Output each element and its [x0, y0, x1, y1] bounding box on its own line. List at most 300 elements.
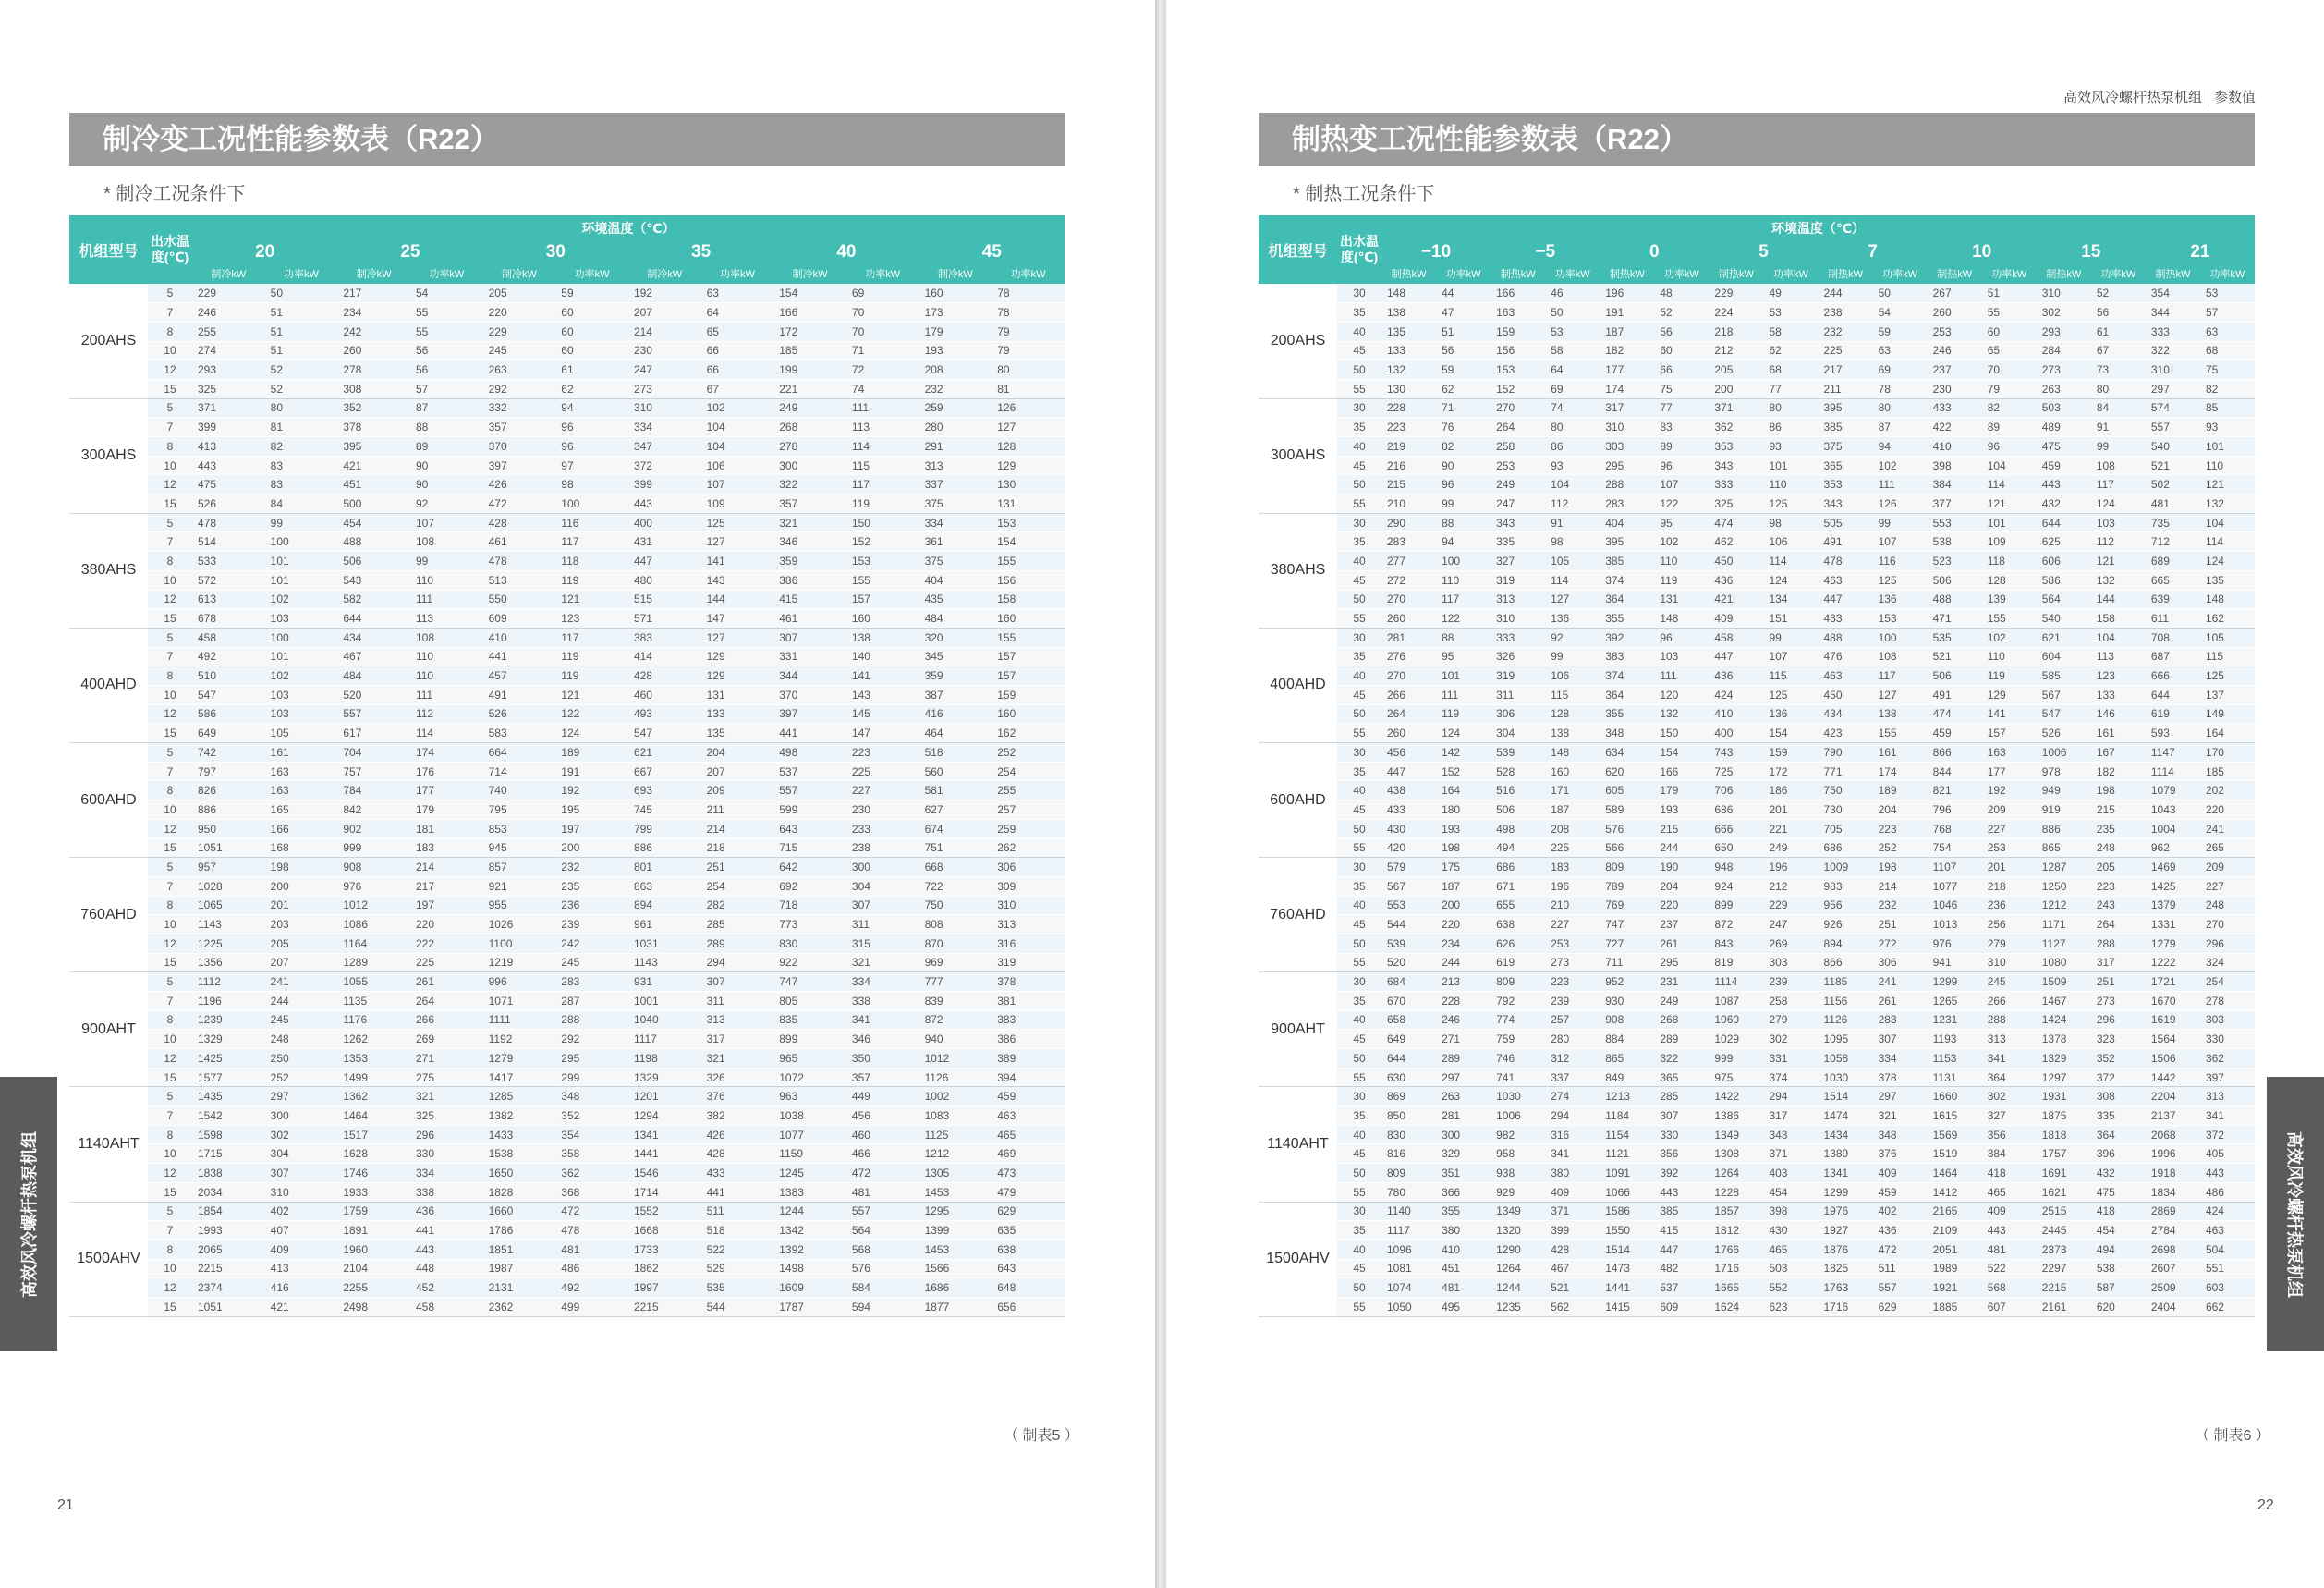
value-cell: 1046 — [1928, 896, 1982, 915]
value-cell: 1265 — [1928, 991, 1982, 1010]
value-cell: 1464 — [337, 1106, 410, 1126]
value-cell: 472 — [555, 1202, 628, 1221]
value-cell: 374 — [1600, 570, 1654, 590]
value-cell: 335 — [2091, 1106, 2146, 1126]
value-cell: 1009 — [1819, 858, 1873, 877]
sub-header-power: 功率kW — [1436, 263, 1491, 284]
value-cell: 463 — [1819, 570, 1873, 590]
value-cell: 443 — [410, 1240, 483, 1259]
value-cell: 1212 — [2037, 896, 2091, 915]
value-cell: 1308 — [1709, 1144, 1763, 1164]
table-row — [69, 743, 1065, 763]
value-cell: 899 — [773, 1030, 846, 1049]
value-cell: 495 — [1436, 1297, 1491, 1316]
value-cell: 996 — [483, 972, 556, 992]
value-cell: 435 — [919, 590, 992, 609]
value-cell: 478 — [192, 513, 265, 532]
value-cell: 256 — [1982, 915, 2037, 934]
value-cell: 644 — [1381, 1049, 1436, 1069]
water-temp-cell: 7 — [148, 647, 192, 666]
value-cell: 276 — [1381, 647, 1436, 666]
value-cell: 311 — [701, 991, 774, 1010]
value-cell: 378 — [337, 418, 410, 437]
value-cell: 474 — [1709, 513, 1763, 532]
water-temp-cell: 8 — [148, 552, 192, 571]
value-cell: 317 — [1763, 1106, 1818, 1126]
water-temp-cell: 35 — [1337, 1221, 1381, 1240]
water-temp-cell: 50 — [1337, 590, 1381, 609]
value-cell: 865 — [2037, 838, 2091, 858]
temp-header: 10 — [1928, 241, 2037, 263]
value-cell: 107 — [701, 475, 774, 495]
value-cell: 310 — [628, 398, 701, 418]
value-cell: 133 — [701, 704, 774, 724]
value-cell: 2362 — [483, 1297, 556, 1316]
sub-header-output: 制冷kW — [919, 263, 992, 284]
value-cell: 166 — [1491, 284, 1545, 303]
value-cell: 921 — [483, 876, 556, 896]
value-cell: 148 — [1545, 743, 1600, 763]
value-cell: 258 — [1491, 437, 1545, 457]
value-cell: 176 — [410, 762, 483, 781]
value-cell: 111 — [410, 685, 483, 704]
value-cell: 127 — [1873, 685, 1928, 704]
value-cell: 264 — [1381, 704, 1436, 724]
value-cell: 658 — [1381, 1010, 1436, 1030]
value-cell: 252 — [1873, 838, 1928, 858]
value-cell: 1514 — [1600, 1240, 1654, 1259]
table-row — [1259, 1259, 2255, 1278]
value-cell: 157 — [992, 666, 1065, 686]
value-cell: 605 — [1600, 781, 1654, 800]
value-cell: 1379 — [2146, 896, 2200, 915]
value-cell: 371 — [1763, 1144, 1818, 1164]
table-row — [69, 858, 1065, 877]
value-cell: 234 — [1436, 934, 1491, 953]
value-cell: 80 — [265, 398, 338, 418]
value-cell: 399 — [628, 475, 701, 495]
sub-header-power: 功率kW — [1654, 263, 1709, 284]
value-cell: 458 — [1709, 628, 1763, 647]
value-cell: 405 — [2200, 1144, 2255, 1164]
water-temp-cell: 5 — [148, 1202, 192, 1221]
water-temp-cell: 10 — [148, 800, 192, 820]
value-cell: 352 — [2091, 1049, 2146, 1069]
value-cell: 481 — [846, 1182, 919, 1202]
value-cell: 1096 — [1381, 1240, 1436, 1259]
value-cell: 272 — [1381, 570, 1436, 590]
value-cell: 443 — [1982, 1221, 2037, 1240]
water-temp-cell: 35 — [1337, 303, 1381, 323]
value-cell: 603 — [2200, 1278, 2255, 1298]
value-cell: 95 — [1436, 647, 1491, 666]
value-cell: 792 — [1491, 991, 1545, 1010]
value-cell: 2498 — [337, 1297, 410, 1316]
value-cell: 172 — [1763, 762, 1818, 781]
value-cell: 433 — [701, 1164, 774, 1183]
value-cell: 107 — [1763, 647, 1818, 666]
value-cell: 201 — [1982, 858, 2037, 877]
value-cell: 131 — [992, 495, 1065, 514]
value-cell: 399 — [192, 418, 265, 437]
value-cell: 1028 — [192, 876, 265, 896]
book-gutter — [1155, 0, 1166, 1588]
value-cell: 678 — [192, 609, 265, 629]
value-cell: 574 — [2146, 398, 2200, 418]
value-cell: 103 — [265, 609, 338, 629]
value-cell: 872 — [919, 1010, 992, 1030]
value-cell: 234 — [337, 303, 410, 323]
value-cell: 139 — [1982, 590, 2037, 609]
value-cell: 1329 — [192, 1030, 265, 1049]
water-temp-cell: 50 — [1337, 819, 1381, 838]
value-cell: 1875 — [2037, 1106, 2091, 1126]
value-cell: 55 — [410, 322, 483, 341]
value-cell: 141 — [1982, 704, 2037, 724]
water-temp-cell: 45 — [1337, 915, 1381, 934]
value-cell: 132 — [2200, 495, 2255, 514]
water-temp-cell: 30 — [1337, 972, 1381, 992]
value-cell: 319 — [1491, 570, 1545, 590]
value-cell: 644 — [337, 609, 410, 629]
value-cell: 241 — [1873, 972, 1928, 992]
value-cell: 486 — [2200, 1182, 2255, 1202]
table-row — [69, 532, 1065, 552]
table-row — [69, 552, 1065, 571]
value-cell: 472 — [1873, 1240, 1928, 1259]
value-cell: 516 — [1491, 781, 1545, 800]
value-cell: 179 — [410, 800, 483, 820]
value-cell: 136 — [1545, 609, 1600, 629]
value-cell: 95 — [1654, 513, 1709, 532]
value-cell: 300 — [846, 858, 919, 877]
value-cell: 1299 — [1928, 972, 1982, 992]
table-body — [1259, 284, 2255, 1316]
sub-header-output: 制热kW — [1600, 263, 1654, 284]
value-cell: 100 — [1436, 552, 1491, 571]
value-cell: 70 — [846, 322, 919, 341]
value-cell: 334 — [846, 972, 919, 992]
value-cell: 386 — [773, 570, 846, 590]
temp-header: 30 — [483, 241, 628, 263]
value-cell: 480 — [628, 570, 701, 590]
model-cell: 760AHD — [69, 858, 148, 972]
value-cell: 205 — [483, 284, 556, 303]
value-cell: 430 — [1763, 1221, 1818, 1240]
table-row — [1259, 1125, 2255, 1144]
value-cell: 236 — [555, 896, 628, 915]
value-cell: 112 — [1545, 495, 1600, 514]
value-cell: 638 — [1491, 915, 1545, 934]
value-cell: 436 — [1709, 570, 1763, 590]
value-cell: 264 — [1491, 418, 1545, 437]
value-cell: 66 — [1654, 360, 1709, 380]
value-cell: 1012 — [919, 1049, 992, 1069]
value-cell: 118 — [1982, 552, 2037, 571]
value-cell: 352 — [555, 1106, 628, 1126]
value-cell: 66 — [701, 360, 774, 380]
value-cell: 365 — [1819, 456, 1873, 475]
value-cell: 279 — [1763, 1010, 1818, 1030]
value-cell: 52 — [1654, 303, 1709, 323]
table-row — [69, 896, 1065, 915]
value-cell: 1422 — [1709, 1087, 1763, 1106]
value-cell: 322 — [2146, 341, 2200, 360]
table-row — [69, 1087, 1065, 1106]
value-cell: 241 — [2200, 819, 2255, 838]
value-cell: 290 — [1381, 513, 1436, 532]
value-cell: 740 — [483, 781, 556, 800]
value-cell: 463 — [1819, 666, 1873, 686]
sub-header-output: 制冷kW — [773, 263, 846, 284]
value-cell: 642 — [773, 858, 846, 877]
value-cell: 147 — [846, 724, 919, 743]
model-cell: 1500AHV — [69, 1202, 148, 1316]
value-cell: 692 — [773, 876, 846, 896]
value-cell: 280 — [919, 418, 992, 437]
value-cell: 74 — [1545, 398, 1600, 418]
value-cell: 99 — [1873, 513, 1928, 532]
value-cell: 1577 — [192, 1068, 265, 1087]
value-cell: 506 — [337, 552, 410, 571]
value-cell: 94 — [1436, 532, 1491, 552]
value-cell: 2784 — [2146, 1221, 2200, 1240]
value-cell: 714 — [483, 762, 556, 781]
value-cell: 288 — [555, 1010, 628, 1030]
value-cell: 750 — [1819, 781, 1873, 800]
value-cell: 210 — [1381, 495, 1436, 514]
value-cell: 163 — [1982, 743, 2037, 763]
water-temp-cell: 8 — [148, 666, 192, 686]
value-cell: 159 — [992, 685, 1065, 704]
value-cell: 212 — [1763, 876, 1818, 896]
water-temp-cell: 45 — [1337, 1030, 1381, 1049]
value-cell: 370 — [483, 437, 556, 457]
value-cell: 266 — [1381, 685, 1436, 704]
value-cell: 173 — [919, 303, 992, 323]
value-cell: 950 — [192, 819, 265, 838]
table-row — [69, 1278, 1065, 1298]
table-row — [69, 666, 1065, 686]
value-cell: 364 — [1600, 685, 1654, 704]
value-cell: 1159 — [773, 1144, 846, 1164]
value-cell: 433 — [1381, 800, 1436, 820]
value-cell: 730 — [1819, 800, 1873, 820]
value-cell: 458 — [410, 1297, 483, 1316]
value-cell: 443 — [192, 456, 265, 475]
value-cell: 2204 — [2146, 1087, 2200, 1106]
value-cell: 693 — [628, 781, 701, 800]
value-cell: 514 — [192, 532, 265, 552]
value-cell: 503 — [2037, 398, 2091, 418]
value-cell: 400 — [628, 513, 701, 532]
value-cell: 1976 — [1819, 1202, 1873, 1221]
table-row — [69, 1182, 1065, 1202]
water-temp-cell: 8 — [148, 781, 192, 800]
value-cell: 345 — [919, 647, 992, 666]
value-cell: 297 — [2146, 379, 2200, 398]
value-cell: 98 — [1763, 513, 1818, 532]
table-row — [69, 284, 1065, 303]
value-cell: 432 — [2037, 495, 2091, 514]
sub-header-output: 制热kW — [1381, 263, 1436, 284]
value-cell: 557 — [773, 781, 846, 800]
value-cell: 948 — [1709, 858, 1763, 877]
value-cell: 158 — [992, 590, 1065, 609]
value-cell: 245 — [555, 953, 628, 972]
water-temp-cell: 5 — [148, 513, 192, 532]
value-cell: 430 — [1381, 819, 1436, 838]
value-cell: 865 — [1600, 1049, 1654, 1069]
value-cell: 1228 — [1709, 1182, 1763, 1202]
value-cell: 293 — [192, 360, 265, 380]
value-cell: 518 — [701, 1221, 774, 1240]
value-cell: 2698 — [2146, 1240, 2200, 1259]
value-cell: 908 — [1600, 1010, 1654, 1030]
value-cell: 399 — [1545, 1221, 1600, 1240]
value-cell: 64 — [701, 303, 774, 323]
value-cell: 292 — [555, 1030, 628, 1049]
value-cell: 1072 — [773, 1068, 846, 1087]
value-cell: 1417 — [483, 1068, 556, 1087]
value-cell: 220 — [1654, 896, 1709, 915]
value-cell: 438 — [1381, 781, 1436, 800]
value-cell: 227 — [846, 781, 919, 800]
value-cell: 214 — [628, 322, 701, 341]
value-cell: 1147 — [2146, 743, 2200, 763]
value-cell: 114 — [410, 724, 483, 743]
water-temp-cell: 40 — [1337, 1125, 1381, 1144]
value-cell: 449 — [846, 1087, 919, 1106]
value-cell: 1164 — [337, 934, 410, 953]
value-cell: 1086 — [337, 915, 410, 934]
value-cell: 104 — [701, 437, 774, 457]
value-cell: 795 — [483, 800, 556, 820]
table-row — [1259, 704, 2255, 724]
value-cell: 245 — [483, 341, 556, 360]
value-cell: 264 — [410, 991, 483, 1010]
value-cell: 324 — [2200, 953, 2255, 972]
value-cell: 304 — [846, 876, 919, 896]
value-cell: 138 — [1873, 704, 1928, 724]
value-cell: 135 — [1381, 322, 1436, 341]
value-cell: 1519 — [1928, 1144, 1982, 1164]
value-cell: 443 — [628, 495, 701, 514]
value-cell: 106 — [1545, 666, 1600, 686]
value-cell: 1290 — [1491, 1240, 1545, 1259]
value-cell: 289 — [1654, 1030, 1709, 1049]
value-cell: 2161 — [2037, 1297, 2091, 1316]
table-row — [69, 513, 1065, 532]
table-row — [69, 1144, 1065, 1164]
model-cell: 600AHD — [69, 743, 148, 858]
value-cell: 619 — [1491, 953, 1545, 972]
water-temp-cell: 40 — [1337, 322, 1381, 341]
value-cell: 643 — [773, 819, 846, 838]
value-cell: 759 — [1491, 1030, 1545, 1049]
value-cell: 203 — [265, 915, 338, 934]
value-cell: 1550 — [1600, 1221, 1654, 1240]
value-cell: 1825 — [1819, 1259, 1873, 1278]
value-cell: 244 — [265, 991, 338, 1010]
value-cell: 228 — [1436, 991, 1491, 1010]
temp-header: 40 — [773, 241, 919, 263]
value-cell: 157 — [846, 590, 919, 609]
value-cell: 185 — [2200, 762, 2255, 781]
value-cell: 67 — [2091, 341, 2146, 360]
table-row — [1259, 1202, 2255, 1221]
value-cell: 1733 — [628, 1240, 701, 1259]
value-cell: 374 — [1600, 666, 1654, 686]
value-cell: 544 — [701, 1297, 774, 1316]
value-cell: 689 — [2146, 552, 2200, 571]
value-cell: 257 — [1545, 1010, 1600, 1030]
value-cell: 117 — [555, 532, 628, 552]
value-cell: 333 — [1491, 628, 1545, 647]
table-row — [69, 915, 1065, 934]
value-cell: 629 — [992, 1202, 1065, 1221]
value-cell: 214 — [701, 819, 774, 838]
value-cell: 1453 — [919, 1182, 992, 1202]
value-cell: 270 — [2200, 915, 2255, 934]
value-cell: 59 — [1436, 360, 1491, 380]
table-row — [1259, 838, 2255, 858]
value-cell: 285 — [701, 915, 774, 934]
value-cell: 129 — [1982, 685, 2037, 704]
value-cell: 469 — [992, 1144, 1065, 1164]
value-cell: 308 — [2091, 1087, 2146, 1106]
table-row — [1259, 1240, 2255, 1259]
value-cell: 799 — [628, 819, 701, 838]
value-cell: 229 — [192, 284, 265, 303]
value-cell: 197 — [555, 819, 628, 838]
value-cell: 271 — [410, 1049, 483, 1069]
value-cell: 1834 — [2146, 1182, 2200, 1202]
value-cell: 957 — [192, 858, 265, 877]
table-row — [1259, 800, 2255, 820]
value-cell: 557 — [1873, 1278, 1928, 1298]
value-cell: 310 — [1491, 609, 1545, 629]
value-cell: 623 — [1763, 1297, 1818, 1316]
value-cell: 177 — [410, 781, 483, 800]
table-row — [69, 647, 1065, 666]
value-cell: 102 — [1873, 456, 1928, 475]
value-cell: 467 — [1545, 1259, 1600, 1278]
value-cell: 297 — [265, 1087, 338, 1106]
value-cell: 1031 — [628, 934, 701, 953]
value-cell: 481 — [1982, 1240, 2037, 1259]
value-cell: 311 — [846, 915, 919, 934]
water-temp-cell: 15 — [148, 379, 192, 398]
value-cell: 341 — [846, 1010, 919, 1030]
value-cell: 267 — [1928, 284, 1982, 303]
value-cell: 572 — [192, 570, 265, 590]
value-cell: 1691 — [2037, 1164, 2091, 1183]
value-cell: 327 — [1491, 552, 1545, 571]
value-cell: 1412 — [1928, 1182, 1982, 1202]
temp-header: 25 — [337, 241, 482, 263]
value-cell: 553 — [1381, 896, 1436, 915]
value-cell: 1665 — [1709, 1278, 1763, 1298]
value-cell: 228 — [1381, 398, 1436, 418]
value-cell: 1933 — [337, 1182, 410, 1202]
value-cell: 1598 — [192, 1125, 265, 1144]
value-cell: 89 — [410, 437, 483, 457]
value-cell: 63 — [701, 284, 774, 303]
value-cell: 938 — [1491, 1164, 1545, 1183]
value-cell: 604 — [2037, 647, 2091, 666]
value-cell: 124 — [555, 724, 628, 743]
